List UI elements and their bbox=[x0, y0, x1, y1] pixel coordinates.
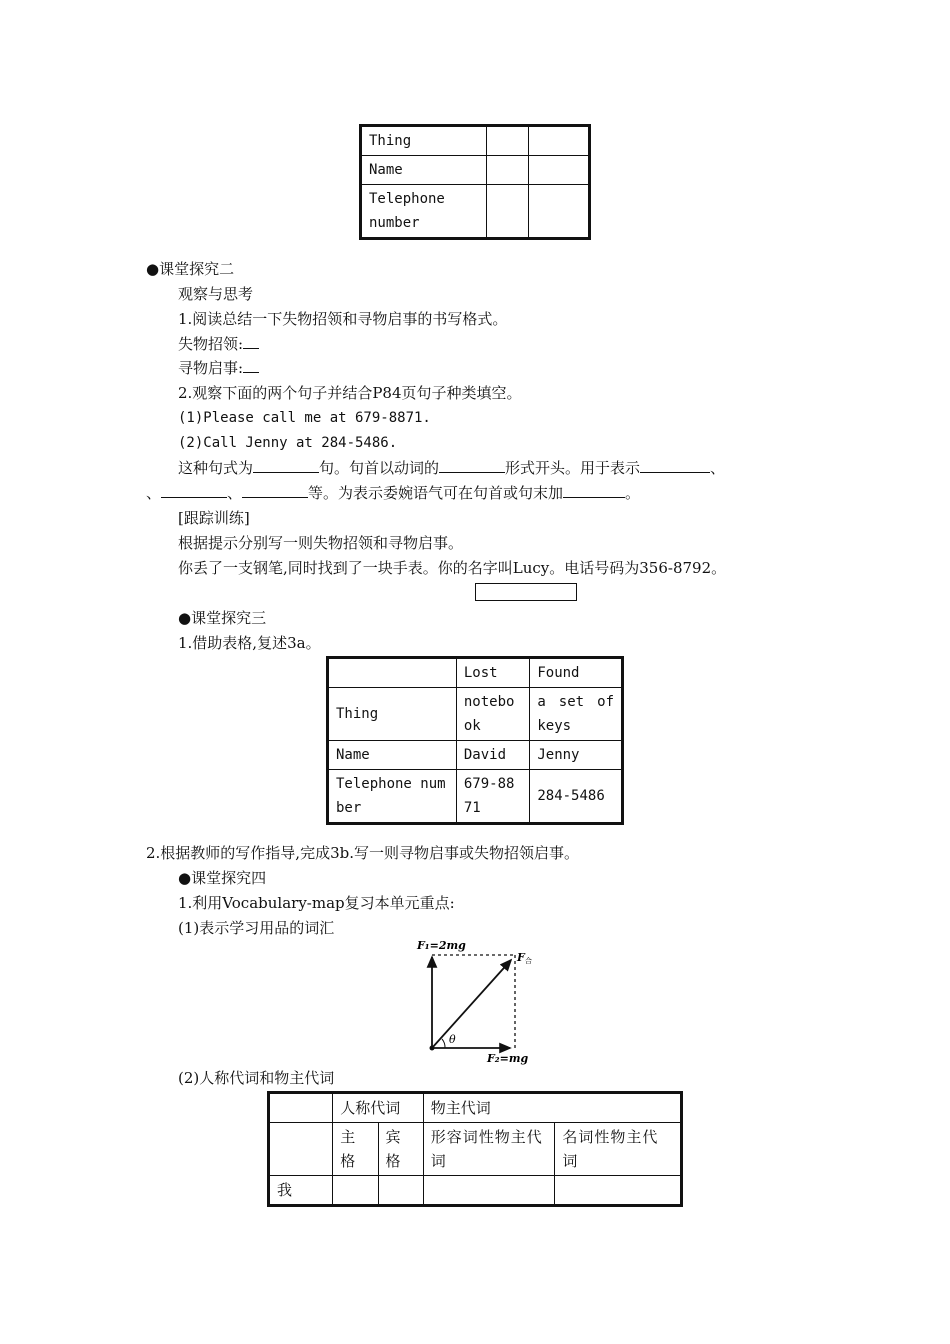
text: 句。句首以动词的 bbox=[319, 459, 440, 477]
answer-blank[interactable] bbox=[242, 483, 308, 498]
table-cell: 679-8871 bbox=[456, 770, 529, 824]
label: 寻物启事: bbox=[178, 359, 244, 377]
table-cell: Name bbox=[361, 156, 487, 185]
text: 、 bbox=[146, 484, 162, 502]
table-header: 物主代词 bbox=[423, 1093, 681, 1123]
table-cell: Telephone number bbox=[361, 185, 487, 239]
question: 1.阅读总结一下失物招领和寻物启事的书写格式。 bbox=[178, 310, 508, 328]
answer-blank[interactable] bbox=[563, 483, 625, 498]
resultant-vector bbox=[432, 960, 511, 1048]
blank-info-table bbox=[359, 124, 591, 240]
f2-label: F₂=mg bbox=[487, 1052, 529, 1065]
text: 形式开头。用于表示 bbox=[505, 459, 641, 477]
table-cell[interactable] bbox=[378, 1176, 423, 1206]
subheading: 观察与思考 bbox=[178, 285, 254, 303]
table-cell: 我 bbox=[269, 1176, 333, 1206]
table-header: 人称代词 bbox=[333, 1093, 423, 1123]
question: 1.利用Vocabulary-map复习本单元重点: bbox=[178, 894, 455, 912]
found-wanted-line bbox=[178, 358, 259, 378]
table-header: Found bbox=[530, 658, 623, 688]
fill-line bbox=[146, 483, 640, 503]
table-cell: Name bbox=[328, 741, 457, 770]
f1-label: F₁=2mg bbox=[417, 939, 466, 952]
practice-text: 你丢了一支钢笔,同时找到了一块手表。你的名字叫Lucy。电话号码为356-8792。 bbox=[178, 559, 727, 577]
resultant-subscript: 合 bbox=[525, 957, 532, 965]
table-cell: David bbox=[456, 741, 529, 770]
answer-blank[interactable] bbox=[243, 358, 259, 373]
pronoun-table bbox=[267, 1091, 683, 1207]
sub-question: (1)表示学习用品的词汇 bbox=[178, 919, 335, 937]
answer-blank[interactable] bbox=[243, 334, 259, 349]
theta-label: θ bbox=[449, 1033, 456, 1046]
table-header: 主格 bbox=[333, 1123, 378, 1176]
table-cell: Thing bbox=[361, 126, 487, 156]
table-header: 名词性物主代词 bbox=[555, 1123, 682, 1176]
angle-arc bbox=[442, 1039, 445, 1048]
table-header: Lost bbox=[456, 658, 529, 688]
origin-point bbox=[430, 1046, 435, 1051]
example-sentence: (1)Please call me at 679-8871. bbox=[178, 410, 431, 426]
table-cell: Telephone number bbox=[328, 770, 457, 824]
example-sentence: (2)Call Jenny at 284-5486. bbox=[178, 435, 398, 451]
answer-blank[interactable] bbox=[253, 458, 319, 473]
force-diagram bbox=[405, 935, 545, 1067]
table-cell: 284-5486 bbox=[530, 770, 623, 824]
table-cell bbox=[528, 185, 589, 239]
text: 、 bbox=[227, 484, 243, 502]
table-cell bbox=[328, 658, 457, 688]
table-cell[interactable] bbox=[555, 1176, 682, 1206]
table-cell: Thing bbox=[328, 688, 457, 741]
table-cell bbox=[269, 1093, 333, 1123]
table-cell: Jenny bbox=[530, 741, 623, 770]
text: 等。为表示委婉语气可在句首或句末加 bbox=[308, 484, 564, 502]
table-cell bbox=[269, 1123, 333, 1176]
fill-line bbox=[178, 458, 725, 478]
sub-question: (2)人称代词和物主代词 bbox=[178, 1069, 335, 1087]
table-cell bbox=[528, 156, 589, 185]
section-heading: ●课堂探究三 bbox=[178, 609, 267, 627]
section-heading: ●课堂探究二 bbox=[146, 260, 235, 278]
resultant-label: F bbox=[517, 951, 525, 964]
lost-found-table bbox=[326, 656, 624, 825]
answer-blank[interactable] bbox=[439, 458, 505, 473]
text: 。 bbox=[625, 484, 641, 502]
text: 这种句式为 bbox=[178, 459, 254, 477]
table-cell[interactable] bbox=[423, 1176, 555, 1206]
question: 2.根据教师的写作指导,完成3b.写一则寻物启事或失物招领启事。 bbox=[146, 844, 579, 862]
answer-box[interactable] bbox=[475, 583, 577, 601]
table-cell bbox=[487, 156, 529, 185]
question: 1.借助表格,复述3a。 bbox=[178, 634, 321, 652]
label: 失物招领: bbox=[178, 335, 244, 353]
answer-blank[interactable] bbox=[161, 483, 227, 498]
table-cell bbox=[487, 126, 529, 156]
answer-blank[interactable] bbox=[640, 458, 710, 473]
table-header: 形容词性物主代词 bbox=[423, 1123, 555, 1176]
question: 2.观察下面的两个句子并结合P84页句子种类填空。 bbox=[178, 384, 522, 402]
text: 、 bbox=[710, 459, 726, 477]
table-cell bbox=[528, 126, 589, 156]
table-header: 宾格 bbox=[378, 1123, 423, 1176]
table-cell[interactable] bbox=[333, 1176, 378, 1206]
section-heading: ●课堂探究四 bbox=[178, 869, 267, 887]
table-cell bbox=[487, 185, 529, 239]
practice-text: 根据提示分别写一则失物招领和寻物启事。 bbox=[178, 534, 464, 552]
lost-found-line bbox=[178, 334, 259, 354]
table-cell: notebook bbox=[456, 688, 529, 741]
practice-title: [跟踪训练] bbox=[178, 509, 250, 527]
table-cell: a set of keys bbox=[530, 688, 623, 741]
